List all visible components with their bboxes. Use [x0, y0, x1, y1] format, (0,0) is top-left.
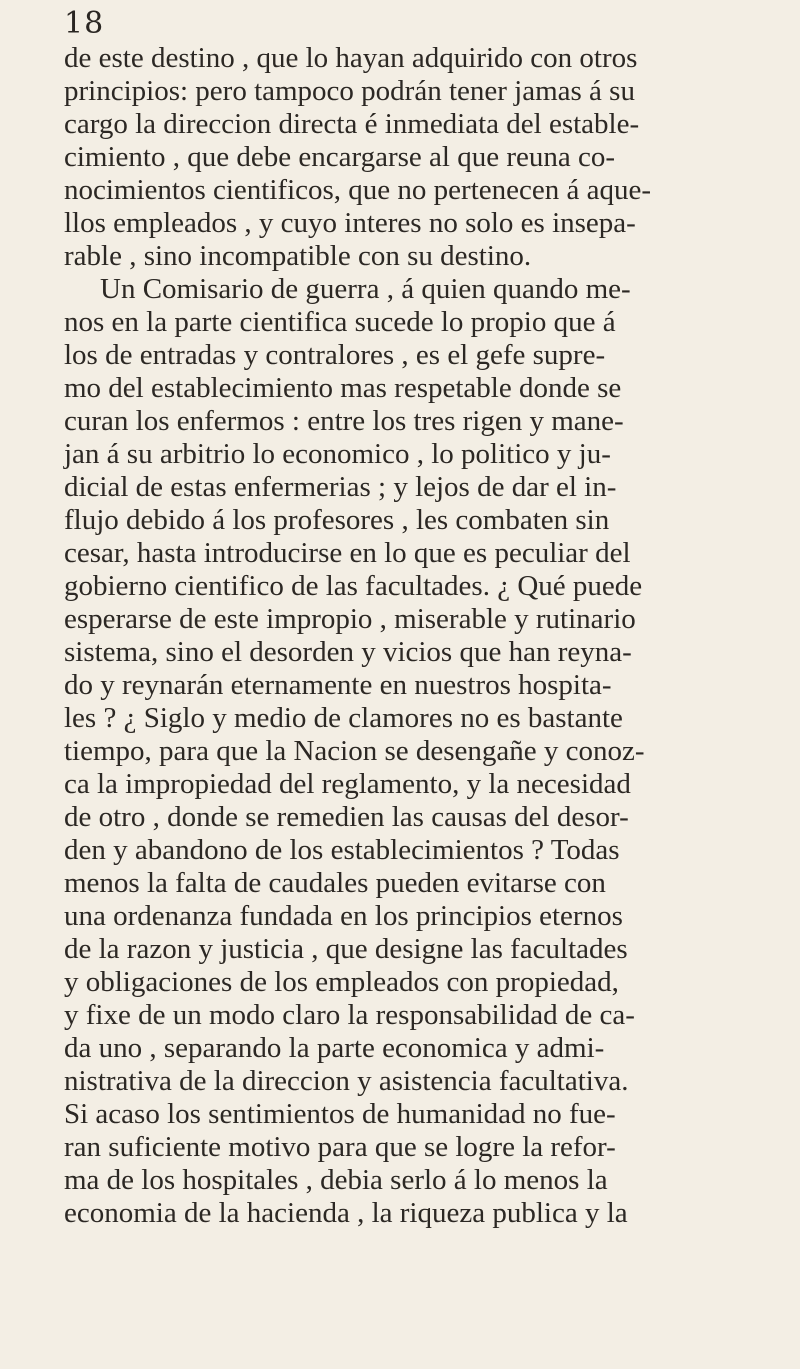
text-line: los de entradas y contralores , es el gefe supre- [64, 339, 606, 371]
text-line: ran suficiente motivo para que se logre la refor- [64, 1131, 616, 1163]
page-number: 18 [64, 6, 105, 41]
text-line: dicial de estas enfermerias ; y lejos de dar el in- [64, 471, 617, 503]
text-line: nistrativa de la direccion y asistencia facultativa. [64, 1065, 629, 1097]
text-line: tiempo, para que la Nacion se desengañe y conoz- [64, 735, 645, 767]
paragraph-start-line: Un Comisario de guerra , á quien quando me- [100, 273, 631, 305]
text-line: cargo la direccion directa é inmediata del estable- [64, 108, 640, 140]
text-line: curan los enfermos : entre los tres rigen y mane- [64, 405, 624, 437]
text-line: les ? ¿ Siglo y medio de clamores no es bastante [64, 702, 623, 734]
text-line: llos empleados , y cuyo interes no solo es insepa- [64, 207, 636, 239]
text-line: principios: pero tampoco podrán tener jamas á su [64, 75, 635, 107]
text-line: nos en la parte cientifica sucede lo propio que á [64, 306, 616, 338]
text-line: economia de la hacienda , la riqueza publica y la [64, 1197, 628, 1229]
text-line: de este destino , que lo hayan adquirido con otros [64, 42, 638, 74]
text-line: mo del establecimiento mas respetable donde se [64, 372, 622, 404]
text-line: nocimientos cientificos, que no pertenecen á aque- [64, 174, 652, 206]
text-line: ma de los hospitales , debia serlo á lo menos la [64, 1164, 608, 1196]
text-line: rable , sino incompatible con su destino. [64, 240, 532, 272]
text-line: den y abandono de los establecimientos ? Todas [64, 834, 620, 866]
text-line: y fixe de un modo claro la responsabilidad de ca- [64, 999, 635, 1031]
body-text [64, 42, 754, 1230]
text-line: jan á su arbitrio lo economico , lo politico y ju- [64, 438, 611, 470]
text-line: Si acaso los sentimientos de humanidad no fue- [64, 1098, 616, 1130]
text-line: y obligaciones de los empleados con propiedad, [64, 966, 619, 998]
text-line: cimiento , que debe encargarse al que reuna co- [64, 141, 615, 173]
text-line: do y reynarán eternamente en nuestros hospita- [64, 669, 612, 701]
text-line: menos la falta de caudales pueden evitarse con [64, 867, 606, 899]
text-line: esperarse de este impropio , miserable y rutinario [64, 603, 636, 635]
text-line: de la razon y justicia , que designe las facultades [64, 933, 628, 965]
text-line: sistema, sino el desorden y vicios que han reyna- [64, 636, 632, 668]
text-line: flujo debido á los profesores , les combaten sin [64, 504, 610, 536]
text-line: gobierno cientifico de las facultades. ¿ Qué puede [64, 570, 643, 602]
text-line: da uno , separando la parte economica y admi- [64, 1032, 605, 1064]
text-line: de otro , donde se remedien las causas del desor- [64, 801, 629, 833]
text-line: cesar, hasta introducirse en lo que es peculiar del [64, 537, 631, 569]
text-line: ca la impropiedad del reglamento, y la necesidad [64, 768, 631, 800]
text-line: una ordenanza fundada en los principios eternos [64, 900, 623, 932]
